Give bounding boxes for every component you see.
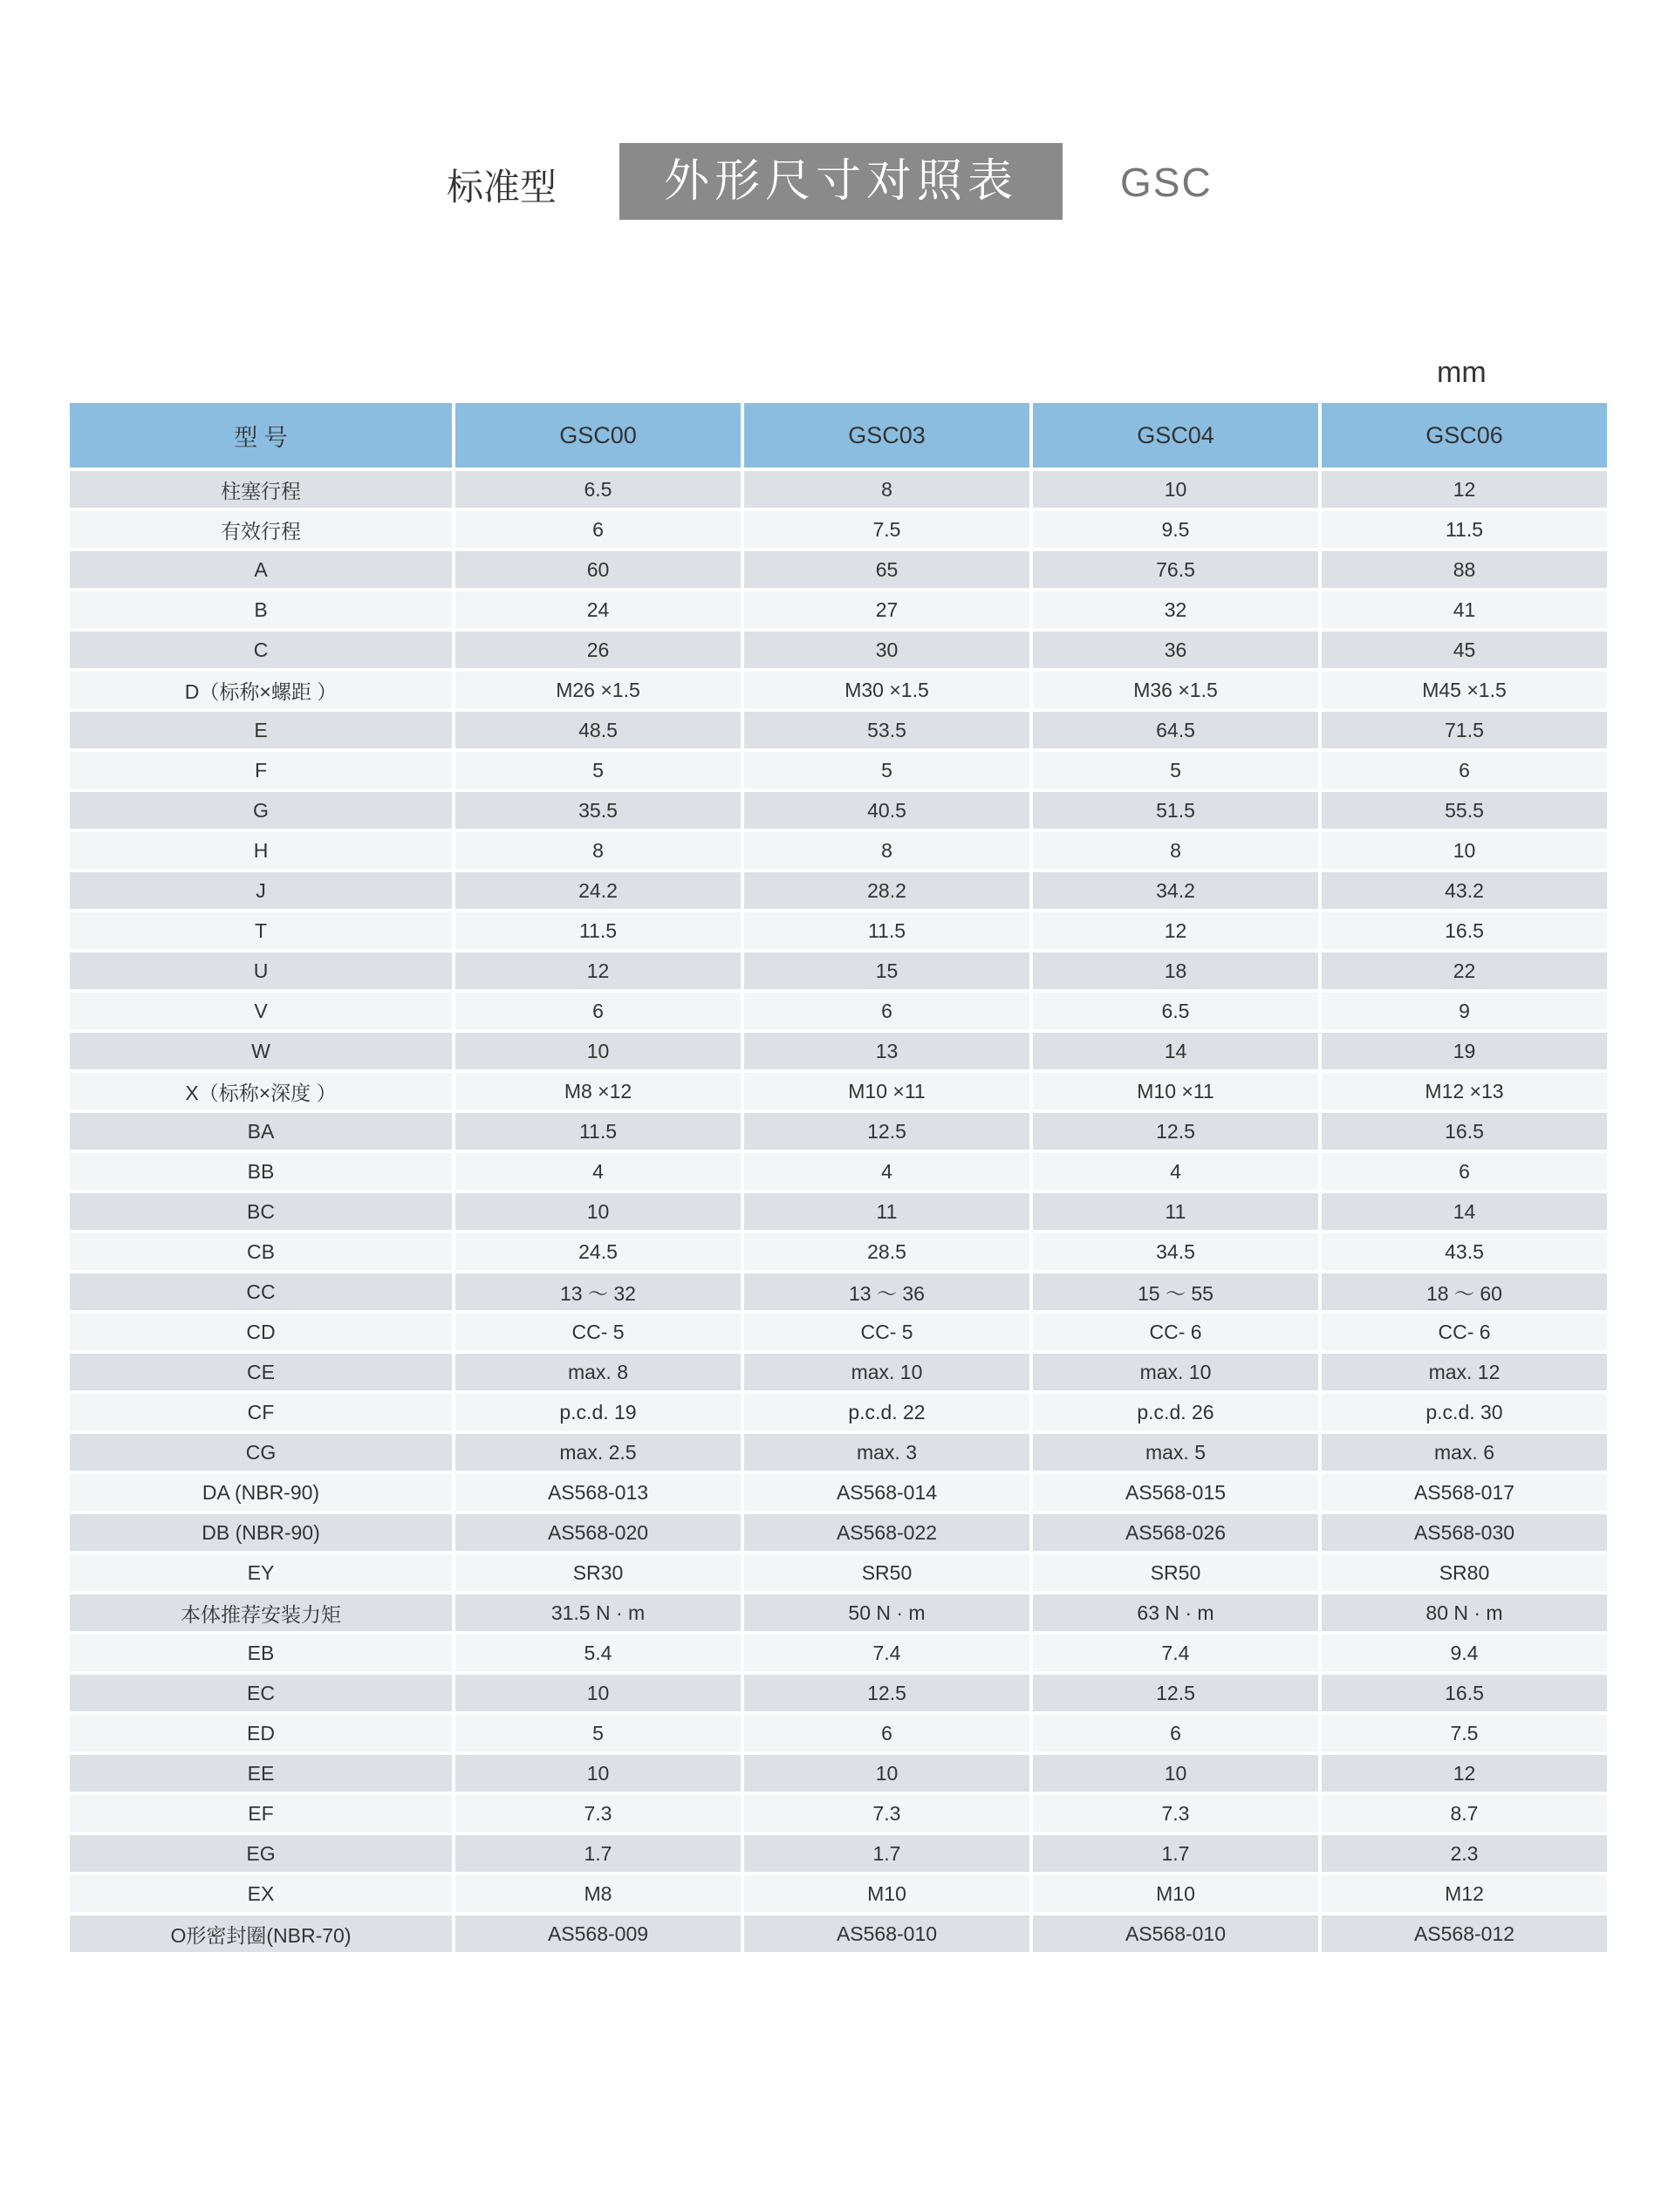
row-label-cell: EB [70, 1635, 452, 1671]
header-cell: GSC03 [744, 403, 1029, 468]
table-row [70, 712, 1607, 748]
header-cell: GSC00 [455, 403, 741, 468]
value-cell: 6 [744, 1715, 1029, 1751]
row-label-cell: J [70, 872, 452, 909]
table-row [70, 872, 1607, 909]
table-row [70, 1755, 1607, 1792]
value-cell: 2.3 [1322, 1835, 1607, 1872]
row-label-cell: CC [70, 1273, 452, 1310]
value-cell: 9.5 [1033, 511, 1318, 548]
value-cell: 34.2 [1033, 872, 1318, 909]
table-header-row [70, 403, 1607, 468]
value-cell: AS568-013 [455, 1474, 741, 1511]
table-row [70, 912, 1607, 949]
value-cell: 34.5 [1033, 1233, 1318, 1270]
value-cell: 48.5 [455, 712, 741, 748]
value-cell: 13 ～ 32 [455, 1273, 741, 1310]
value-cell: 24.2 [455, 872, 741, 909]
value-cell: M12 ×13 [1322, 1073, 1607, 1109]
row-label-cell: CD [70, 1314, 452, 1350]
value-cell: SR50 [744, 1554, 1029, 1591]
value-cell: 10 [1033, 1755, 1318, 1792]
value-cell: max. 10 [744, 1354, 1029, 1390]
row-label-cell: CB [70, 1233, 452, 1270]
table-row [70, 1033, 1607, 1069]
value-cell: 60 [455, 551, 741, 588]
row-label-cell: EC [70, 1675, 452, 1711]
value-cell: 50 N · m [744, 1594, 1029, 1631]
value-cell: 12.5 [744, 1675, 1029, 1711]
value-cell: 7.3 [744, 1795, 1029, 1832]
table-row [70, 672, 1607, 708]
value-cell: 18 ～ 60 [1322, 1273, 1607, 1310]
value-cell: 45 [1322, 632, 1607, 668]
table-row [70, 1474, 1607, 1511]
row-label-cell: DB (NBR-90) [70, 1514, 452, 1551]
value-cell: p.c.d. 22 [744, 1394, 1029, 1430]
table-row [70, 1434, 1607, 1471]
table-row [70, 1273, 1607, 1310]
value-cell: max. 8 [455, 1354, 741, 1390]
table-row [70, 1915, 1607, 1952]
value-cell: 53.5 [744, 712, 1029, 748]
row-label-cell: EG [70, 1835, 452, 1872]
value-cell: 12 [455, 952, 741, 989]
table-row [70, 1193, 1607, 1230]
value-cell: 8.7 [1322, 1795, 1607, 1832]
value-cell: 5 [744, 752, 1029, 789]
table-row [70, 1594, 1607, 1631]
value-cell: max. 5 [1033, 1434, 1318, 1471]
value-cell: 9 [1322, 993, 1607, 1029]
table-body [70, 471, 1607, 1952]
value-cell: 22 [1322, 952, 1607, 989]
table-row [70, 1394, 1607, 1430]
value-cell: 26 [455, 632, 741, 668]
value-cell: 6 [455, 993, 741, 1029]
row-label-cell: EY [70, 1554, 452, 1591]
value-cell: 10 [455, 1033, 741, 1069]
row-label-cell: BB [70, 1153, 452, 1190]
table-row [70, 1675, 1607, 1711]
value-cell: 71.5 [1322, 712, 1607, 748]
row-label-cell: G [70, 792, 452, 829]
value-cell: 12.5 [1033, 1675, 1318, 1711]
table-row [70, 1514, 1607, 1551]
value-cell: max. 6 [1322, 1434, 1607, 1471]
value-cell: 7.5 [1322, 1715, 1607, 1751]
row-label-cell: U [70, 952, 452, 989]
value-cell: AS568-026 [1033, 1514, 1318, 1551]
value-cell: 8 [744, 832, 1029, 869]
value-cell: 15 [744, 952, 1029, 989]
row-label-cell: F [70, 752, 452, 789]
value-cell: 11 [744, 1193, 1029, 1230]
value-cell: M26 ×1.5 [455, 672, 741, 708]
value-cell: 7.3 [455, 1795, 741, 1832]
table-row [70, 632, 1607, 668]
row-label-cell: C [70, 632, 452, 668]
value-cell: 12.5 [744, 1113, 1029, 1150]
value-cell: M10 ×11 [1033, 1073, 1318, 1109]
value-cell: AS568-009 [455, 1915, 741, 1952]
value-cell: 4 [1033, 1153, 1318, 1190]
value-cell: 6.5 [455, 471, 741, 508]
value-cell: 10 [455, 1675, 741, 1711]
value-cell: M8 ×12 [455, 1073, 741, 1109]
value-cell: 9.4 [1322, 1635, 1607, 1671]
value-cell: 18 [1033, 952, 1318, 989]
table-row [70, 1715, 1607, 1751]
value-cell: 6 [744, 993, 1029, 1029]
row-label-cell: BC [70, 1193, 452, 1230]
series-label: GSC [1120, 160, 1213, 205]
value-cell: M30 ×1.5 [744, 672, 1029, 708]
value-cell: AS568-010 [1033, 1915, 1318, 1952]
value-cell: 12 [1322, 471, 1607, 508]
value-cell: 16.5 [1322, 1675, 1607, 1711]
value-cell: max. 10 [1033, 1354, 1318, 1390]
value-cell: 55.5 [1322, 792, 1607, 829]
value-cell: CC- 5 [744, 1314, 1029, 1350]
value-cell: 63 N · m [1033, 1594, 1318, 1631]
dimension-table [66, 399, 1610, 1956]
table-row [70, 551, 1607, 588]
value-cell: 7.5 [744, 511, 1029, 548]
value-cell: 10 [1322, 832, 1607, 869]
value-cell: 24 [455, 591, 741, 628]
row-label-cell: O形密封圈(NBR-70) [70, 1915, 452, 1952]
table-row [70, 511, 1607, 548]
row-label-cell: CG [70, 1434, 452, 1471]
value-cell: max. 3 [744, 1434, 1029, 1471]
row-label-cell: E [70, 712, 452, 748]
value-cell: 51.5 [1033, 792, 1318, 829]
row-label-cell: X（标称×深度 ） [70, 1073, 452, 1109]
value-cell: 7.4 [1033, 1635, 1318, 1671]
row-label-cell: D（标称×螺距 ） [70, 672, 452, 708]
table-row [70, 1354, 1607, 1390]
value-cell: AS568-030 [1322, 1514, 1607, 1551]
value-cell: 28.5 [744, 1233, 1029, 1270]
value-cell: AS568-022 [744, 1514, 1029, 1551]
value-cell: 5 [455, 1715, 741, 1751]
table-row [70, 1233, 1607, 1270]
row-label-cell: BA [70, 1113, 452, 1150]
value-cell: M45 ×1.5 [1322, 672, 1607, 708]
table-row [70, 1635, 1607, 1671]
value-cell: AS568-020 [455, 1514, 741, 1551]
value-cell: 1.7 [744, 1835, 1029, 1872]
row-label-cell: EF [70, 1795, 452, 1832]
value-cell: 10 [1033, 471, 1318, 508]
value-cell: 1.7 [455, 1835, 741, 1872]
row-label-cell: EX [70, 1875, 452, 1912]
row-label-cell: H [70, 832, 452, 869]
value-cell: 88 [1322, 551, 1607, 588]
value-cell: p.c.d. 19 [455, 1394, 741, 1430]
value-cell: 31.5 N · m [455, 1594, 741, 1631]
table-row [70, 752, 1607, 789]
row-label-cell: W [70, 1033, 452, 1069]
row-label-cell: CF [70, 1394, 452, 1430]
value-cell: 6 [1322, 1153, 1607, 1190]
header-cell: GSC04 [1033, 403, 1318, 468]
row-label-cell: CE [70, 1354, 452, 1390]
value-cell: 8 [1033, 832, 1318, 869]
value-cell: AS568-012 [1322, 1915, 1607, 1952]
table-row [70, 792, 1607, 829]
value-cell: 14 [1033, 1033, 1318, 1069]
value-cell: 43.5 [1322, 1233, 1607, 1270]
value-cell: 12 [1033, 912, 1318, 949]
value-cell: max. 2.5 [455, 1434, 741, 1471]
value-cell: 1.7 [1033, 1835, 1318, 1872]
value-cell: 40.5 [744, 792, 1029, 829]
value-cell: 36 [1033, 632, 1318, 668]
title-row [0, 143, 1675, 222]
row-label-cell: T [70, 912, 452, 949]
table-row [70, 1835, 1607, 1872]
value-cell: 10 [455, 1755, 741, 1792]
value-cell: SR30 [455, 1554, 741, 1591]
value-cell: 11.5 [1322, 511, 1607, 548]
value-cell: 35.5 [455, 792, 741, 829]
value-cell: 32 [1033, 591, 1318, 628]
row-label-cell: ED [70, 1715, 452, 1751]
type-label: 标准型 [447, 166, 557, 208]
value-cell: 6 [1322, 752, 1607, 789]
value-cell: 41 [1322, 591, 1607, 628]
row-label-cell: V [70, 993, 452, 1029]
value-cell: 64.5 [1033, 712, 1318, 748]
value-cell: 16.5 [1322, 912, 1607, 949]
value-cell: M10 [1033, 1875, 1318, 1912]
table-row [70, 591, 1607, 628]
value-cell: 65 [744, 551, 1029, 588]
value-cell: M10 ×11 [744, 1073, 1029, 1109]
value-cell: CC- 6 [1322, 1314, 1607, 1350]
table-row [70, 1875, 1607, 1912]
table-row [70, 1073, 1607, 1109]
value-cell: 7.4 [744, 1635, 1029, 1671]
page-title: 外形尺寸对照表 [619, 143, 1063, 220]
value-cell: AS568-014 [744, 1474, 1029, 1511]
value-cell: 5 [455, 752, 741, 789]
value-cell: 16.5 [1322, 1113, 1607, 1150]
value-cell: 5.4 [455, 1635, 741, 1671]
row-label-cell: A [70, 551, 452, 588]
row-label-cell: DA (NBR-90) [70, 1474, 452, 1511]
value-cell: 6 [455, 511, 741, 548]
value-cell: 76.5 [1033, 551, 1318, 588]
table-row [70, 952, 1607, 989]
value-cell: 12.5 [1033, 1113, 1318, 1150]
value-cell: 10 [744, 1755, 1029, 1792]
value-cell: p.c.d. 26 [1033, 1394, 1318, 1430]
value-cell: M8 [455, 1875, 741, 1912]
row-label-cell: EE [70, 1755, 452, 1792]
value-cell: 80 N · m [1322, 1594, 1607, 1631]
value-cell: 27 [744, 591, 1029, 628]
value-cell: 11.5 [455, 912, 741, 949]
value-cell: 30 [744, 632, 1029, 668]
value-cell: 8 [744, 471, 1029, 508]
value-cell: 19 [1322, 1033, 1607, 1069]
value-cell: CC- 5 [455, 1314, 741, 1350]
value-cell: 13 ～ 36 [744, 1273, 1029, 1310]
row-label-cell: 有效行程 [70, 511, 452, 548]
value-cell: 13 [744, 1033, 1029, 1069]
value-cell: M36 ×1.5 [1033, 672, 1318, 708]
header-cell: 型 号 [70, 403, 452, 468]
header-cell: GSC06 [1322, 403, 1607, 468]
value-cell: max. 12 [1322, 1354, 1607, 1390]
value-cell: 14 [1322, 1193, 1607, 1230]
row-label-cell: B [70, 591, 452, 628]
value-cell: CC- 6 [1033, 1314, 1318, 1350]
value-cell: SR80 [1322, 1554, 1607, 1591]
value-cell: AS568-015 [1033, 1474, 1318, 1511]
value-cell: 43.2 [1322, 872, 1607, 909]
value-cell: 12 [1322, 1755, 1607, 1792]
table-row [70, 1153, 1607, 1190]
value-cell: 11.5 [744, 912, 1029, 949]
value-cell: 24.5 [455, 1233, 741, 1270]
table-row [70, 1795, 1607, 1832]
value-cell: p.c.d. 30 [1322, 1394, 1607, 1430]
value-cell: 6.5 [1033, 993, 1318, 1029]
row-label-cell: 柱塞行程 [70, 471, 452, 508]
unit-label: mm [1437, 356, 1487, 389]
value-cell: 4 [455, 1153, 741, 1190]
value-cell: SR50 [1033, 1554, 1318, 1591]
value-cell: AS568-017 [1322, 1474, 1607, 1511]
table-row [70, 1113, 1607, 1150]
table-row [70, 1314, 1607, 1350]
table-row [70, 1554, 1607, 1591]
table-row [70, 993, 1607, 1029]
table-row [70, 832, 1607, 869]
value-cell: M10 [744, 1875, 1029, 1912]
value-cell: 6 [1033, 1715, 1318, 1751]
value-cell: 8 [455, 832, 741, 869]
value-cell: 15 ～ 55 [1033, 1273, 1318, 1310]
value-cell: AS568-010 [744, 1915, 1029, 1952]
value-cell: 11.5 [455, 1113, 741, 1150]
value-cell: 5 [1033, 752, 1318, 789]
value-cell: 4 [744, 1153, 1029, 1190]
value-cell: M12 [1322, 1875, 1607, 1912]
value-cell: 28.2 [744, 872, 1029, 909]
row-label-cell: 本体推荐安装力矩 [70, 1594, 452, 1631]
table-row [70, 471, 1607, 508]
value-cell: 7.3 [1033, 1795, 1318, 1832]
value-cell: 10 [455, 1193, 741, 1230]
value-cell: 11 [1033, 1193, 1318, 1230]
